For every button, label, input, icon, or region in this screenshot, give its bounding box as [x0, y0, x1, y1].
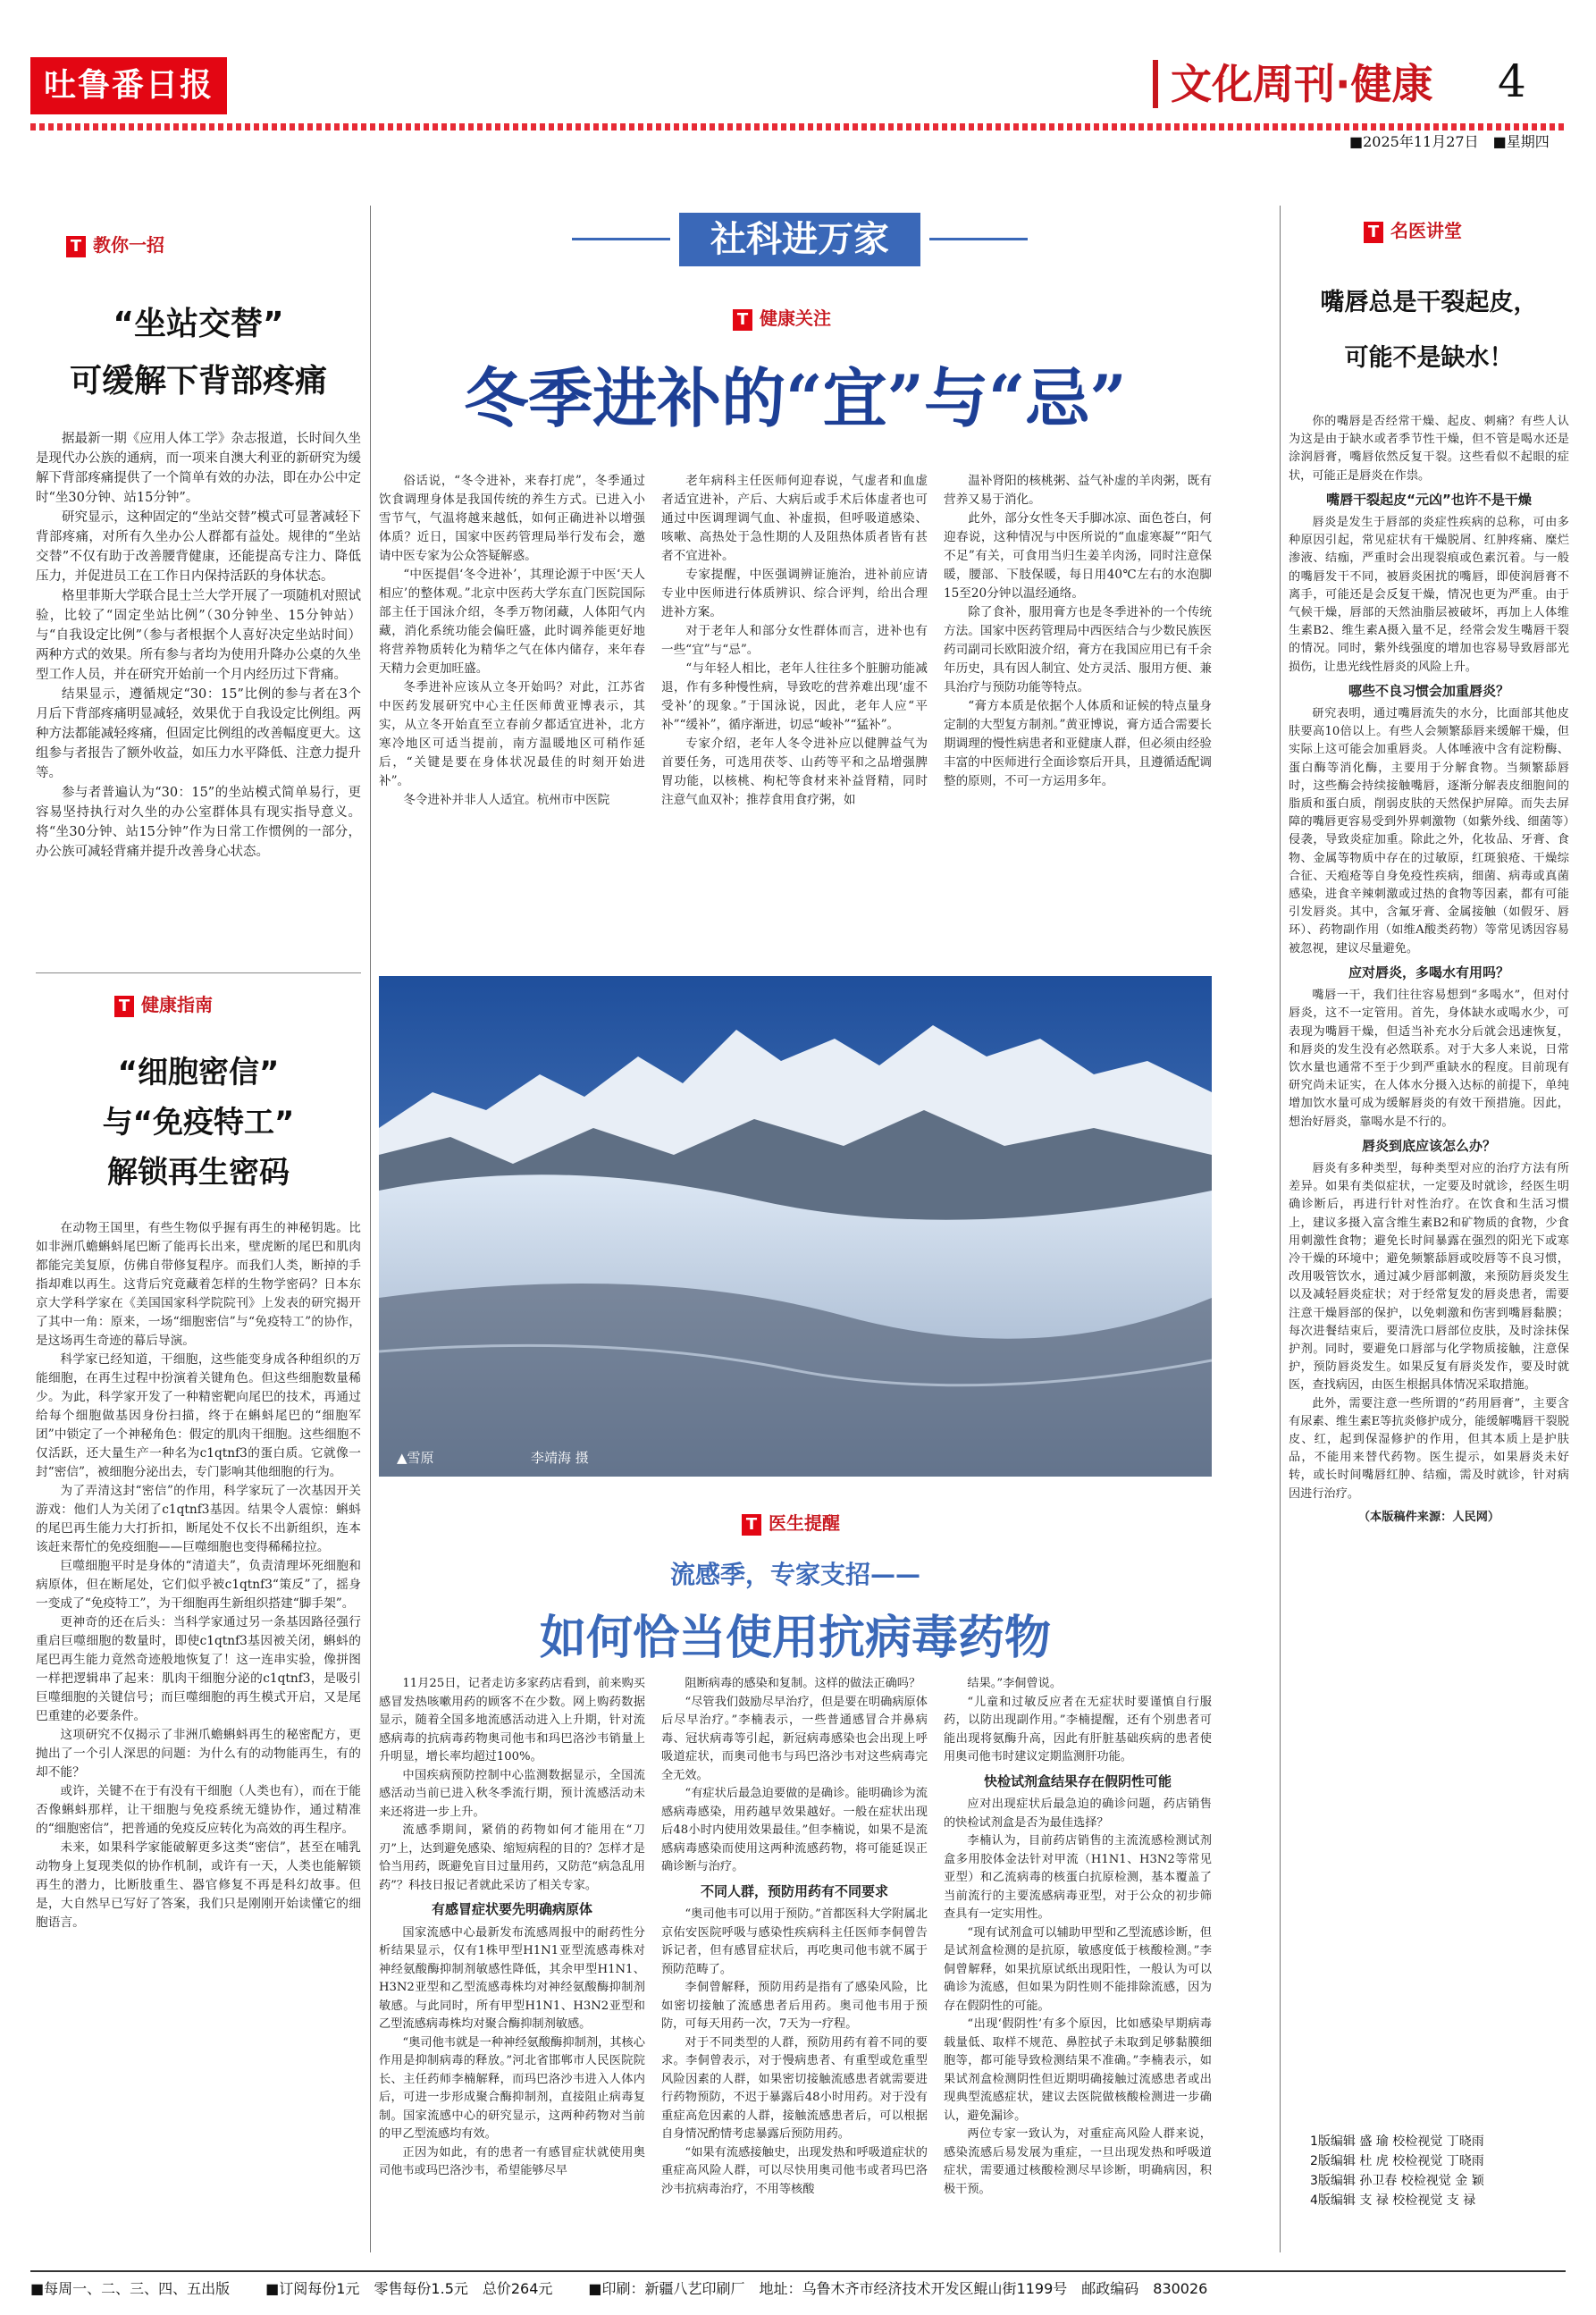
source-note: （本版稿件来源：人民网） — [1357, 1510, 1500, 1524]
newspaper-logo: 吐鲁番日报 — [30, 57, 227, 114]
banner-rule-left — [572, 238, 670, 240]
section-title — [1153, 52, 1432, 111]
subhead-what-to-do: 唇炎到底应该怎么办？ — [1361, 1137, 1496, 1154]
subhead-drink-water: 应对唇炎，多喝水有用吗？ — [1348, 964, 1509, 981]
page-number: 4 — [1498, 55, 1526, 107]
article-cheilitis: 你的嘴唇是否经常干燥、起皮、刺痛？有些人认为这是由于缺水或者季节性干燥，但不管是喝水还是涂润唇膏，嘴唇依然反复干裂。这些看似不起眼的症状，可能正是唇炎在作祟。 嘴唇干裂起皮“元凶”也许不是干燥 唇炎是发生于唇部的炎症性疾病的总称，可由多种原因引起，常见症状有干燥脱屑、红肿疼痛、糜烂渗液、结痂，严重时会出现裂痕或色素沉着。与一般的嘴唇发干不同，被唇炎困扰的嘴唇，即使润唇膏不离手，可能还是会反复干燥，情况也更为严重。由于气候干燥，唇部的天然油脂层被破坏，再加上人体维生素B2、维生素A摄入量不足，经常会发生嘴唇干裂的情况。同时，紫外线强度的增加也容易导致唇部光损伤，让患光线性唇炎的风险上升。 哪些不良习惯会加重唇炎？ 研究表明，通过嘴唇流失的水分，比面部其他皮肤要高10倍以上。有些人会频繁舔唇来缓解干燥，但实际上这可能会加重唇炎。人体唾液中含有淀粉酶、蛋白酶等消化酶，主要用于分解食物。当频繁舔唇时，这些酶会持续接触嘴唇，逐渐分解表皮细胞间的脂质和蛋白质，削弱皮肤的天然保护屏障。而失去屏障的嘴唇更容易受到外界刺激物（如紫外线、细菌等）侵袭，导致炎症加重。除此之外，化妆品、牙膏、食物、金属等物质中存在的过敏原，红斑狼疮、干燥综合征、天疱疮等自身免疫性疾病，细菌、病毒或真菌感染，进食辛辣刺激或过热的食物等因素，都有可能引发唇炎。其中，含氟牙膏、金属接触（如假牙、唇环）、药物副作用（如维A酸类药物）等常见诱因容易被忽视，建议尽量避免。 应对唇炎，多喝水有用吗？ 嘴唇一干，我们往往容易想到“多喝水”，但对付唇炎，这不一定管用。首先，身体缺水或喝水少，可表现为嘴唇干燥，但适当补充水分后就会迅速恢复，和唇炎的发生没有必然联系。对于大多人来说，日常饮水量也通常不至于少到严重缺水的程度。目前现有研究尚未证实，在人体水分摄入达标的前提下，单纯增加饮水量可成为缓解唇炎的有效干预措施。因此，想治好唇炎，靠喝水是不行的。 唇炎到底应该怎么办？ 唇炎有多种类型，每种类型对应的治疗方法有所差异。如果有类似症状，一定要及时就诊，经医生明确诊断后，再进行针对性治疗。在饮食和生活习惯上，建议多摄入富含维生素B2和矿物质的食物，少食用刺激性食物；避免长时间暴露在强烈的阳光下或寒冷干燥的环境中；避免频繁舔唇或咬唇等不良习惯，改用吸管饮水，通过减少唇部刺激，来预防唇炎发生以及减轻唇炎症状；对于经常复发的唇炎患者，需要注意干燥唇部的保护，以免刺激和伤害到嘴唇黏膜；每次进餐结束后，要清洗口唇部位皮肤，及时涂抹保护剂。同时，要避免口唇部与化学物质接触，注意保护，预防唇炎发生。如果反复有唇炎发作，要及时就医，查找病因，由医生根据具体情况采取措施。 此外，需要注意一些所谓的“药用唇膏”，主要含有尿素、维生素E等抗炎修护成分，能缓解嘴唇干裂脱皮、红，起到保湿修护的作用，但其本质上是护肤品，不能用来替代药物。医生提示，如果唇炎未好转，或长时间嘴唇红肿、结痂，需及时就诊，针对病因进行治疗。 （本版稿件来源：人民网） — [1289, 413, 1569, 1527]
subhead-cause: 嘴唇干裂起皮“元凶”也许不是干燥 — [1326, 491, 1532, 508]
kicker-expert-lecture: T 名医讲堂 — [1364, 216, 1462, 243]
headline-winter-tonic: 冬季进补的“宜”与“忌” — [464, 360, 1127, 436]
subtitle-flu: 流感季，专家支招—— — [669, 1560, 920, 1589]
editors-list: 1版编辑 盛 瑜 校检视觉 丁晓雨 2版编辑 杜 虎 校检视觉 丁晓雨 3版编辑 孙卫春 校检视觉 金 颖 4版编辑 支 禄 校检视觉 支 禄 — [1310, 2134, 1484, 2208]
banner-social-science: 社科进万家 — [679, 213, 920, 266]
headline-cell-2: 与“免疫特工” — [102, 1105, 295, 1141]
headline-lips-2: 可能不是缺水！ — [1344, 344, 1514, 372]
snowfield-photo — [379, 976, 1212, 1477]
photo-caption: ▲雪原 — [397, 1450, 434, 1466]
article-sit-stand: 据最新一期《应用人体工学》杂志报道，长时间久坐是现代办公族的通病，而一项来自澳大利亚的新研究为缓解下背部疼痛提供了一个简单有效的办法，即在办公中定时“坐30分钟、站15分钟”。 研究显示，这种固定的“坐站交替”模式可显著减轻下背部疼痛，对所有久坐办公人群都有益处。规律的“坐站交替”不仅有助于改善腰背健康，还能提高专注力、降低压力，并促进员工在工作日内保持活跃的身体状态。 格里菲斯大学联合昆士兰大学开展了一项随机对照试验，比较了“固定坐站比例”（30分钟坐、15分钟站）与“自我设定比例”（参与者根据个人喜好决定坐站时间）两种方式的效果。所有参与者均为使用升降办公桌的久坐型工作人员，并在研究开始前一个月内经历过下背痛。 结果显示，遵循规定“30：15”比例的参与者在3个月后下背部疼痛明显减轻，效果优于自我设定比例组。两种方法都能减轻疼痛，但固定比例组的改善幅度更大。这组参与者报告了额外收益，如压力水平降低、注意力提升等。 参与者普遍认为“30：15”的坐站模式简单易行，更容易坚持执行对久坐的办公室群体具有现实指导意义。将“坐30分钟、站15分钟”作为日常工作惯例的一部分，办公族可减轻背痛并提升改善身心状态。 — [36, 432, 361, 859]
headline-cell-1: “细胞密信” — [117, 1055, 280, 1090]
kicker-health-guide: T 健康指南 — [114, 990, 213, 1017]
footer — [30, 2277, 1566, 2298]
divider — [36, 972, 361, 973]
kicker-doctor-reminder: T 医生提醒 — [742, 1509, 840, 1536]
headline-cell-3: 解锁再生密码 — [107, 1155, 290, 1191]
banner-rule-right — [929, 238, 1028, 240]
footer-printing: ■印刷：新疆八艺印刷厂 地址：乌鲁木齐市经济技术开发区鲲山街1199号 邮政编码 830026 — [588, 2280, 1208, 2297]
article-flu-col3: 结果。”李侗曾说。 “儿童和过敏反应者在无症状时要谨慎自行服药，以防出现副作用。”李楠提醒，还有个别患者可能出现将氨酶升高，因此有肝脏基础疾病的患者使用奥司他韦时建议定期监测肝功能。 快检试剂盒结果存在假阴性可能 应对出现症状后最急迫的确诊问题，药店销售的快检试剂盒是否为最佳选择？ 李楠认为，目前药店销售的主流流感检测试剂盒多用胶体金法针对甲流（H1N1、H3N2等常见亚型）和乙流病毒的核蛋白抗原检测，基本覆盖了当前流行的主要流感病毒亚型，对于公众的初步筛查具有一定实用性。 “现有试剂盒可以辅助甲型和乙型流感诊断，但是试剂盒检测的是抗原，敏感度低于核酸检测。”李侗曾解释，如果抗原试纸出现阳性，一般认为可以确诊为流感，但如果为阴性则不能排除流感，因为存在假阴性的可能。 “出现‘假阴性’有多个原因，比如感染早期病毒载量低、取样不规范、鼻腔拭子未取到足够黏膜细胞等，都可能导致检测结果不准确。”李楠表示，如果试剂盒检测阴性但近期明确接触过流感患者或出现典型流感症状，建议去医院做核酸检测进一步确认，避免漏诊。 两位专家一致认为，对重症高风险人群来说，感染流感后易发展为重症，一旦出现发热和呼吸道症状，需要通过核酸检测尽早诊断，明确病因，积极干预。 — [944, 1677, 1212, 2196]
kicker-health-focus: T 健康关注 — [733, 304, 831, 331]
kicker-tip: T 教你一招 — [66, 231, 164, 257]
article-flu-col1: 11月25日，记者走访多家药店看到，前来购买感冒发热咳嗽用药的顾客不在少数。网上购药数据显示，随着全国多地流感活动进入上升期，针对流感病毒的抗病毒药物奥司他韦和玛巴洛沙韦销量上升明显，增长率均超过100%。 中国疾病预防控制中心监测数据显示，全国流感活动当前已进入秋冬季流行期，预计流感活动未来还将进一步上升。 流感季期间，紧俏的药物如何才能用在“刀刃”上，达到避免感染、缩短病程的目的？怎样才是恰当用药，既避免盲目过量用药，又防范“病急乱用药”？科技日报记者就此采访了相关专家。 有感冒症状要先明确病原体 国家流感中心最新发布流感周报中的耐药性分析结果显示，仅有1株甲型H1N1亚型流感毒株对神经氨酸酶抑制剂敏感性降低，其余甲型H1N1、H3N2亚型和乙型流感毒株均对神经氨酸酶抑制剂敏感。与此同时，所有甲型H1N1、H3N2亚型和乙型流感病毒株均对聚合酶抑制剂敏感。 “奥司他韦就是一种神经氨酸酶抑制剂，其核心作用是抑制病毒的释放。”河北省邯郸市人民医院院长、主任药师李楠解释，而玛巴洛沙韦进入人体内后，可进一步形成聚合酶抑制剂，直接阻止病毒复制。国家流感中心的研究显示，这两种药物对当前的甲乙型流感均有效。 正因为如此，有的患者一有感冒症状就使用奥司他韦或玛巴洛沙韦，希望能够尽早 — [379, 1677, 645, 2177]
column-rule-right — [1280, 206, 1281, 2252]
headline-lips-1: 嘴唇总是干裂起皮， — [1320, 289, 1538, 316]
article-winter-col3: 温补肾阳的核桃粥、益气补虚的羊肉粥，既有营养又易于消化。 此外，部分女性冬天手脚冰凉、面色苍白，何迎春说，这种情况与中医所说的“血虚寒凝”“阳气不足”有关，可食用当归生姜羊肉汤，同时注意保暖，腰部、下肢保暖，每日用40℃左右的水泡脚15至20分钟以温经通络。 除了食补，服用膏方也是冬季进补的一个传统方法。国家中医药管理局中西医结合与少数民族医药司副司长欧阳波介绍，膏方在我国应用已有千余年历史，具有因人制宜、处方灵活、服用方便、兼具治疗与预防功能等特点。 “膏方本质是依据个人体质和证候的特点量身定制的大型复方制剂。”黄亚博说，膏方适合需要长期调理的慢性病患者和亚健康人群，但必须由经验丰富的中医师进行全面诊察后开具，且遵循适配调整的原则，不可一方运用多年。 — [944, 474, 1212, 788]
subhead-prevention: 不同人群，预防用药有不同要求 — [700, 1882, 888, 1899]
headline-sit-stand: “坐站交替” — [113, 306, 284, 342]
weekday: 星期四 — [1506, 133, 1550, 150]
photo-credit: 李靖海 摄 — [531, 1450, 589, 1466]
column-rule-left — [370, 206, 371, 2252]
headline-antiviral: 如何恰当使用抗病毒药物 — [539, 1611, 1051, 1665]
footer-rule — [30, 2270, 1566, 2272]
subhead-bad-habits: 哪些不良习惯会加重唇炎？ — [1348, 682, 1509, 699]
footer-publish: ■每周一、二、三、四、五出版 — [30, 2280, 231, 2297]
subhead-test-kit: 快检试剂盒结果存在假阴性可能 — [983, 1772, 1172, 1789]
date: 2025年11月27日 — [1363, 133, 1479, 150]
section-title-text: 文化周刊·健康 — [1171, 60, 1433, 108]
article-cell-regeneration: 在动物王国里，有些生物似乎握有再生的神秘钥匙。比如非洲爪蟾蝌蚪尾巴断了能再长出来，壁虎断的尾巴和肌肉都能完美复原，仿佛自带修复程序。而我们人类，断掉的手指却难以再生。这背后究竟藏着怎样的生物学密码？日本东京大学科学家在《美国国家科学院院刊》上发表的研究揭开了其中一角：原来，一场“细胞密信”与“免疫特工”的协作，是这场再生奇迹的幕后导演。 科学家已经知道，干细胞，这些能变身成各种组织的万能细胞，在再生过程中扮演着关键角色。但这些细胞数量稀少。为此，科学家开发了一种精密靶向尾巴的技术，再通过给每个细胞做基因身份扫描，终于在蝌蚪尾巴的“细胞军团”中锁定了一个神秘角色：假定的肌肉干细胞。这些细胞不仅活跃，还大量生产一种名为c1qtnf3的蛋白质。它就像一封“密信”，被细胞分泌出去，专门影响其他细胞的行为。 为了弄清这封“密信”的作用，科学家玩了一次基因开关游戏：他们人为关闭了c1qtnf3基因。结果令人震惊：蝌蚪的尾巴再生能力大打折扣，断尾处不仅长不出新组织，连本该赶来帮忙的免疫细胞——巨噬细胞也变得稀稀拉拉。 巨噬细胞平时是身体的“清道夫”，负责清理坏死细胞和病原体，但在断尾处，它们似乎被c1qtnf3“策反”了，摇身一变成了“免疫特工”，为干细胞再生新组织搭建“脚手架”。 更神奇的还在后头：当科学家通过另一条基因路径强行重启巨噬细胞的数量时，即使c1qtnf3基因被关闭，蝌蚪的尾巴再生能力竟然奇迹般地恢复了！这一连串实验，像拼图一样把逻辑串了起来：肌肉干细胞分泌的c1qtnf3，是吸引巨噬细胞的关键信号；而巨噬细胞的再生模式开启，又是尾巴重建的必要条件。 这项研究不仅揭示了非洲爪蟾蝌蚪再生的秘密配方，更抛出了一个引人深思的问题：为什么有的动物能再生，有的却不能？ 或许，关键不在于有没有干细胞（人类也有），而在于能否像蝌蚪那样，让干细胞与免疫系统无缝协作，通过精准的“细胞密信”，把普通的免疫反应转化为高效的再生程序。 未来，如果科学家能破解更多这类“密信”，甚至在哺乳动物身上复现类似的协作机制，或许有一天，人类也能解锁再生的潜力，比断肢重生、器官修复不再是科幻故事。但是，大自然早已写好了答案，我们只是刚刚开始读懂它的细胞语言。 — [36, 1221, 361, 1930]
article-winter-col1: 俗话说，“冬令进补，来春打虎”，冬季通过饮食调理身体是我国传统的养生方式。已进入小雪节气，气温将越来越低，如何正确进补以增强体质？近日，国家中医药管理局举行发布会，邀请中医专家为公众答疑解惑。 “中医提倡‘冬令进补’，其理论源于中医‘天人相应’的整体观。”北京中医药大学东直门医院国际部主任于国泳介绍，冬季万物闭藏，人体阳气内藏，消化系统功能会偏旺盛，此时调养能更好地将营养物质转化为精华之气在体内储存，来年春天精力会更加旺盛。 冬季进补应该从立冬开始吗？对此，江苏省中医药发展研究中心主任医师黄亚博表示，其实，从立冬开始直至立春前夕都适宜进补，北方寒冷地区可适当提前，南方温暖地区可稍作延后，“关键是要在身体状况最佳的时刻开始进补”。 冬令进补并非人人适宜。杭州市中医院 — [379, 474, 645, 807]
masthead-decoration — [30, 123, 1566, 130]
article-flu-col2: 阻断病毒的感染和复制。这样的做法正确吗？ “尽管我们鼓励尽早治疗，但是要在明确病原体后尽早治疗。”李楠表示，一些普通感冒合并鼻病毒、冠状病毒等引起，新冠病毒感染也会出现上呼吸道症状，而奥司他韦与玛巴洛沙韦对这些病毒完全无效。 “有症状后最急迫要做的是确诊。能明确诊为流感病毒感染，用药越早效果越好。一般在症状出现后48小时内使用效果最佳。”但李楠说，如果不是流感病毒感染而使用这两种流感药物，将可能延误正确诊断与治疗。 不同人群，预防用药有不同要求 “奥司他韦可以用于预防。”首都医科大学附属北京佑安医院呼吸与感染性疾病科主任医师李侗曾告诉记者，但有感冒症状后，再吃奥司他韦就不属于预防范畴了。 李侗曾解释，预防用药是指有了感染风险，比如密切接触了流感患者后用药。奥司他韦用于预防，可每天用药一次，7天为一疗程。 对于不同类型的人群，预防用药有着不同的要求。李侗曾表示，对于慢病患者、有重型或危重型风险因素的人群，如果密切接触流感患者就需要进行药物预防，不迟于暴露后48小时用药。对于没有重症高危因素的人群，接触流感患者后，可以根据自身情况酌情考虑暴露后预防用药。 “如果有流感接触史，出现发热和呼吸道症状的重症高风险人群，可以尽快用奥司他韦或者玛巴洛沙韦抗病毒治疗，不用等核酸 — [661, 1677, 928, 2196]
headline-sit-stand-2: 可缓解下背部疼痛 — [69, 363, 327, 400]
subhead-pathogen: 有感冒症状要先明确病原体 — [431, 1901, 592, 1917]
footer-price: ■订阅每份1元 零售每份1.5元 总价264元 — [265, 2280, 553, 2297]
dateline: ■2025年11月27日 ■星期四 — [1349, 133, 1550, 150]
article-winter-col2: 老年病科主任医师何迎春说，气虚者和血虚者适宜进补，产后、大病后或手术后体虚者也可通过中医调理调气血、补虚损，但呼吸道感染、咳嗽、高热处于急性期的人及阻热体质者皆有甚者不宜进补。 专家提醒，中医强调辨证施治，进补前应请专业中医师进行体质辨识、综合评判，给出合理进补方案。 对于老年人和部分女性群体而言，进补也有一些“宜”与“忌”。 “与年轻人相比，老年人往往多个脏腑功能减退，作有多种慢性病，导致吃的营养难出现‘虚不受补’的现象。”于国泳说，因此，老年人应“平补”“缓补”，循序渐进，切忌“峻补”“猛补”。 专家介绍，老年人冬令进补应以健脾益气为首要任务，可选用茯苓、山药等平和之品增强脾胃功能，以核桃、枸杞等食材来补益肾精，同时注意气血双补；推荐食用食疗粥，如 — [661, 474, 928, 807]
